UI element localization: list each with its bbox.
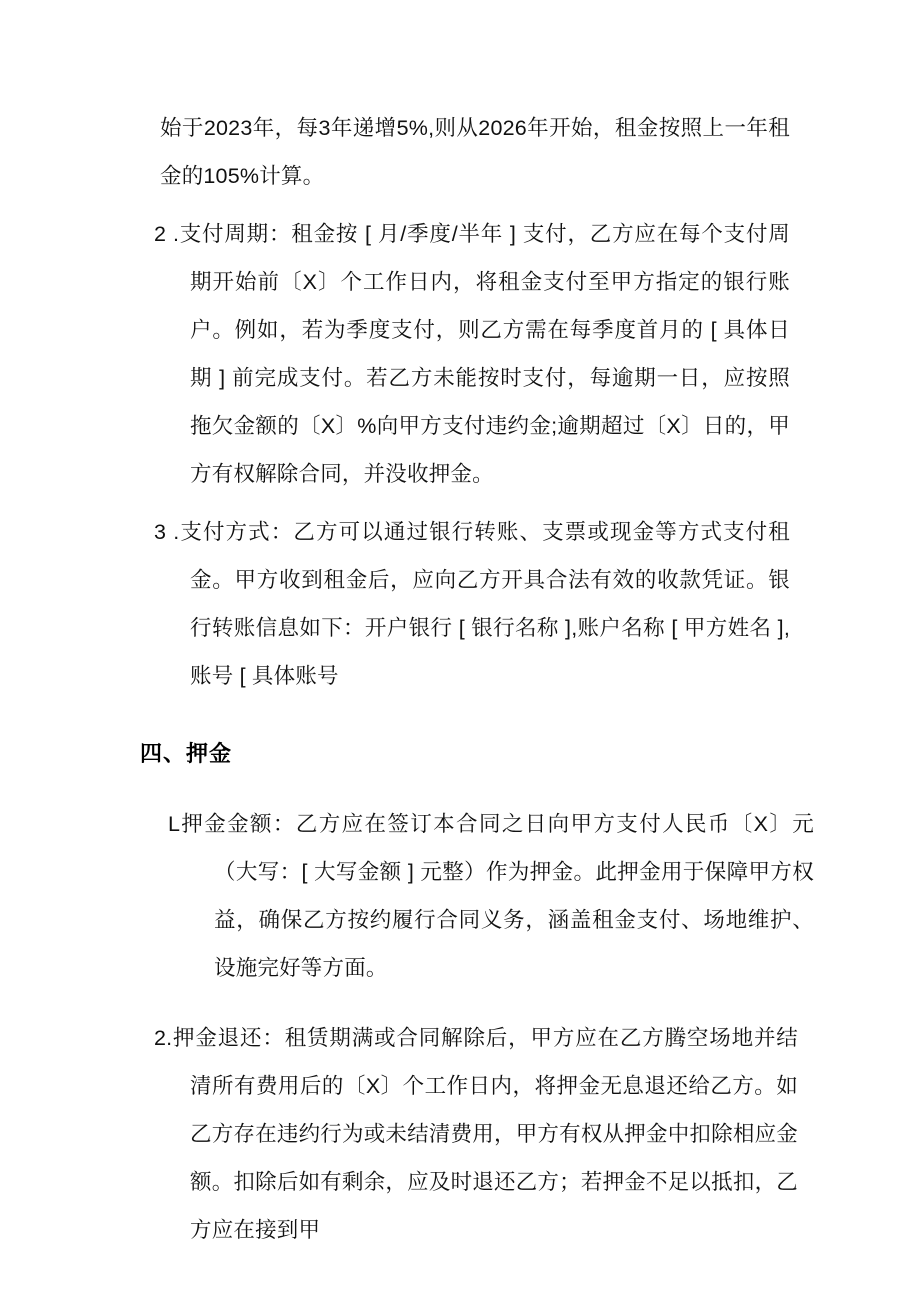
spacer (138, 700, 790, 730)
deposit-item-2-refund: 2.押金退还：租赁期满或合同解除后，甲方应在乙方腾空场地并结清所有费用后的〔X〕个工作日内，将押金无息退还给乙方。如乙方存在违约行为或未结清费用，甲方有权从押金中扣除相应金额。扣除后如有剩余，应及时退还乙方；若押金不足以抵扣，乙方应在接到甲 (154, 1026, 798, 1242)
clause-2-payment-cycle: 2 .支付周期：租金按 [ 月/季度/半年 ] 支付，乙方应在每个支付周期开始前〔X〕个工作日内，将租金支付至甲方指定的银行账户。例如，若为季度支付，则乙方需在每季度首月的 [ 具体日期 ] 前完成支付。若乙方未能按时支付，每逾期一日，应按照拖欠金额的〔X〕%向甲方支付违约金;逾期超过〔X〕日的，甲方有权解除合同，并没收押金。 (154, 222, 790, 486)
section-heading-deposit: 四、押金 (140, 741, 233, 766)
clause-3-payment-method: 3 .支付方式：乙方可以通过银行转账、支票或现金等方式支付租金。甲方收到租金后，应向乙方开具合法有效的收款凭证。银行转账信息如下：开户银行 [ 银行名称 ],账户名称 [ 甲方姓名 ],账号 [ 具体账号 (154, 520, 790, 688)
continued-paragraph: 始于2023年，每3年递增5%,则从2026年开始，租金按照上一年租金的105%计算。 (160, 116, 790, 188)
spacer (138, 992, 790, 1014)
document-body (138, 104, 814, 1254)
deposit-item-1-amount: L押金金额：乙方应在签订本合同之日向甲方支付人民币〔X〕元（大写：[ 大写金额 ] 元整）作为押金。此押金用于保障甲方权益，确保乙方按约履行合同义务，涵盖租金支付、场地维护、设施完好等方面。 (168, 812, 814, 980)
spacer (138, 200, 790, 210)
spacer (138, 778, 790, 800)
spacer (138, 498, 790, 508)
